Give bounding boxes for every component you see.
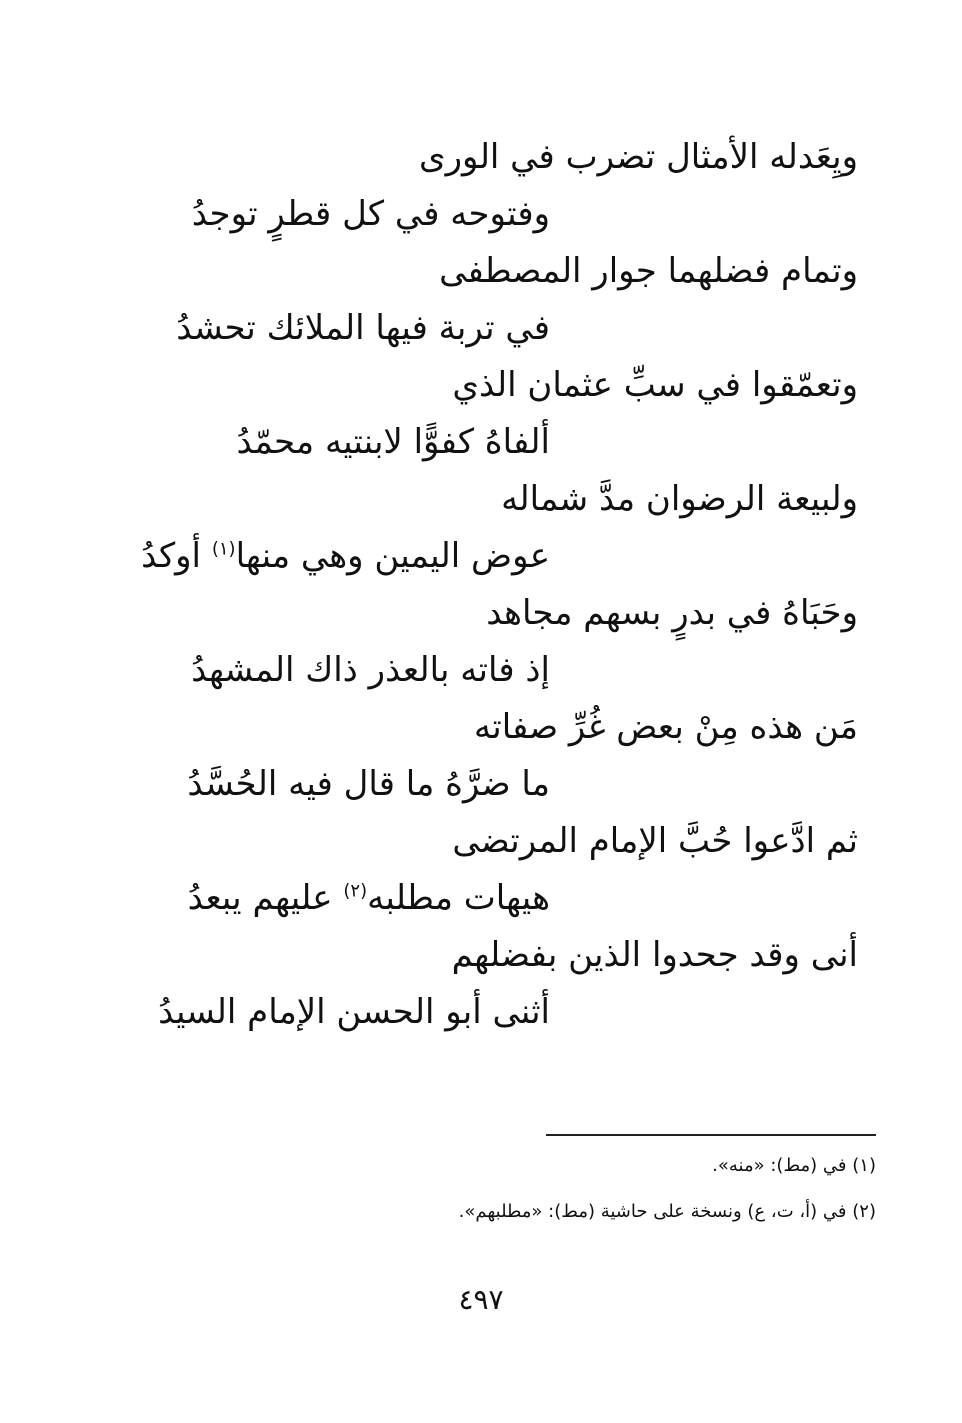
footnote-2 (459, 1198, 876, 1226)
verse-8-first-half: أنى وقد جحدوا الذين بفضلهم (451, 935, 858, 975)
verse-5-second-half: إذ فاته بالعذر ذاك المشهدُ (191, 650, 550, 690)
verse-4-second-half-text-after: أوكدُ (141, 536, 212, 576)
verse-7-first-half: ثم ادَّعوا حُبَّ الإمام المرتضى (452, 821, 858, 861)
verse-6-first-half: مَن هذه مِنْ بعض غُرِّ صفاته (474, 707, 858, 747)
footnote-ref-1: (١) (211, 538, 236, 560)
verse-1-second-half: وفتوحه في كل قطرٍ توجدُ (191, 194, 550, 234)
verse-2-first-half: وتمام فضلهما جوار المصطفى (439, 251, 858, 291)
footnote-ref-2: (٢) (343, 880, 368, 902)
verse-4-second-half-text-before: عوض اليمين وهي منها (235, 536, 550, 576)
verse-3-first-half: وتعمّقوا في سبِّ عثمان الذي (452, 365, 858, 405)
page-number: ٤٩٧ (458, 1283, 504, 1316)
verse-7-second-half-text-after: عليهم يبعدُ (187, 878, 344, 918)
footnote-1-text: في (مط): «منه». (712, 1155, 847, 1176)
verse-7-second-half-text-before: هيهات مطلبه (367, 878, 550, 918)
verse-1-first-half: ويِعَدله الأمثال تضرب في الورى (418, 137, 858, 177)
verse-2-second-half: في تربة فيها الملائك تحشدُ (176, 308, 550, 348)
verse-4-second-half (141, 532, 550, 580)
footnote-2-text: في (أ، ت، ع) ونسخة على حاشية (مط): «مطلبهم». (458, 1201, 847, 1222)
footnote-separator (546, 1134, 876, 1136)
verse-7-second-half (188, 874, 550, 922)
verse-3-second-half: ألفاهُ كفوًّا لابنتيه محمّدُ (236, 422, 550, 462)
footnote-2-number: (٢) (852, 1201, 876, 1222)
footnote-1-number: (١) (852, 1155, 876, 1176)
footnote-1 (712, 1152, 876, 1180)
verse-4-first-half: ولبيعة الرضوان مدَّ شماله (501, 479, 858, 519)
verse-8-second-half: أثنى أبو الحسن الإمام السيدُ (158, 992, 550, 1032)
verse-5-first-half: وحَبَاهُ في بدرٍ بسهم مجاهد (486, 593, 858, 633)
verse-6-second-half: ما ضرَّهُ ما قال فيه الحُسَّدُ (187, 764, 550, 804)
